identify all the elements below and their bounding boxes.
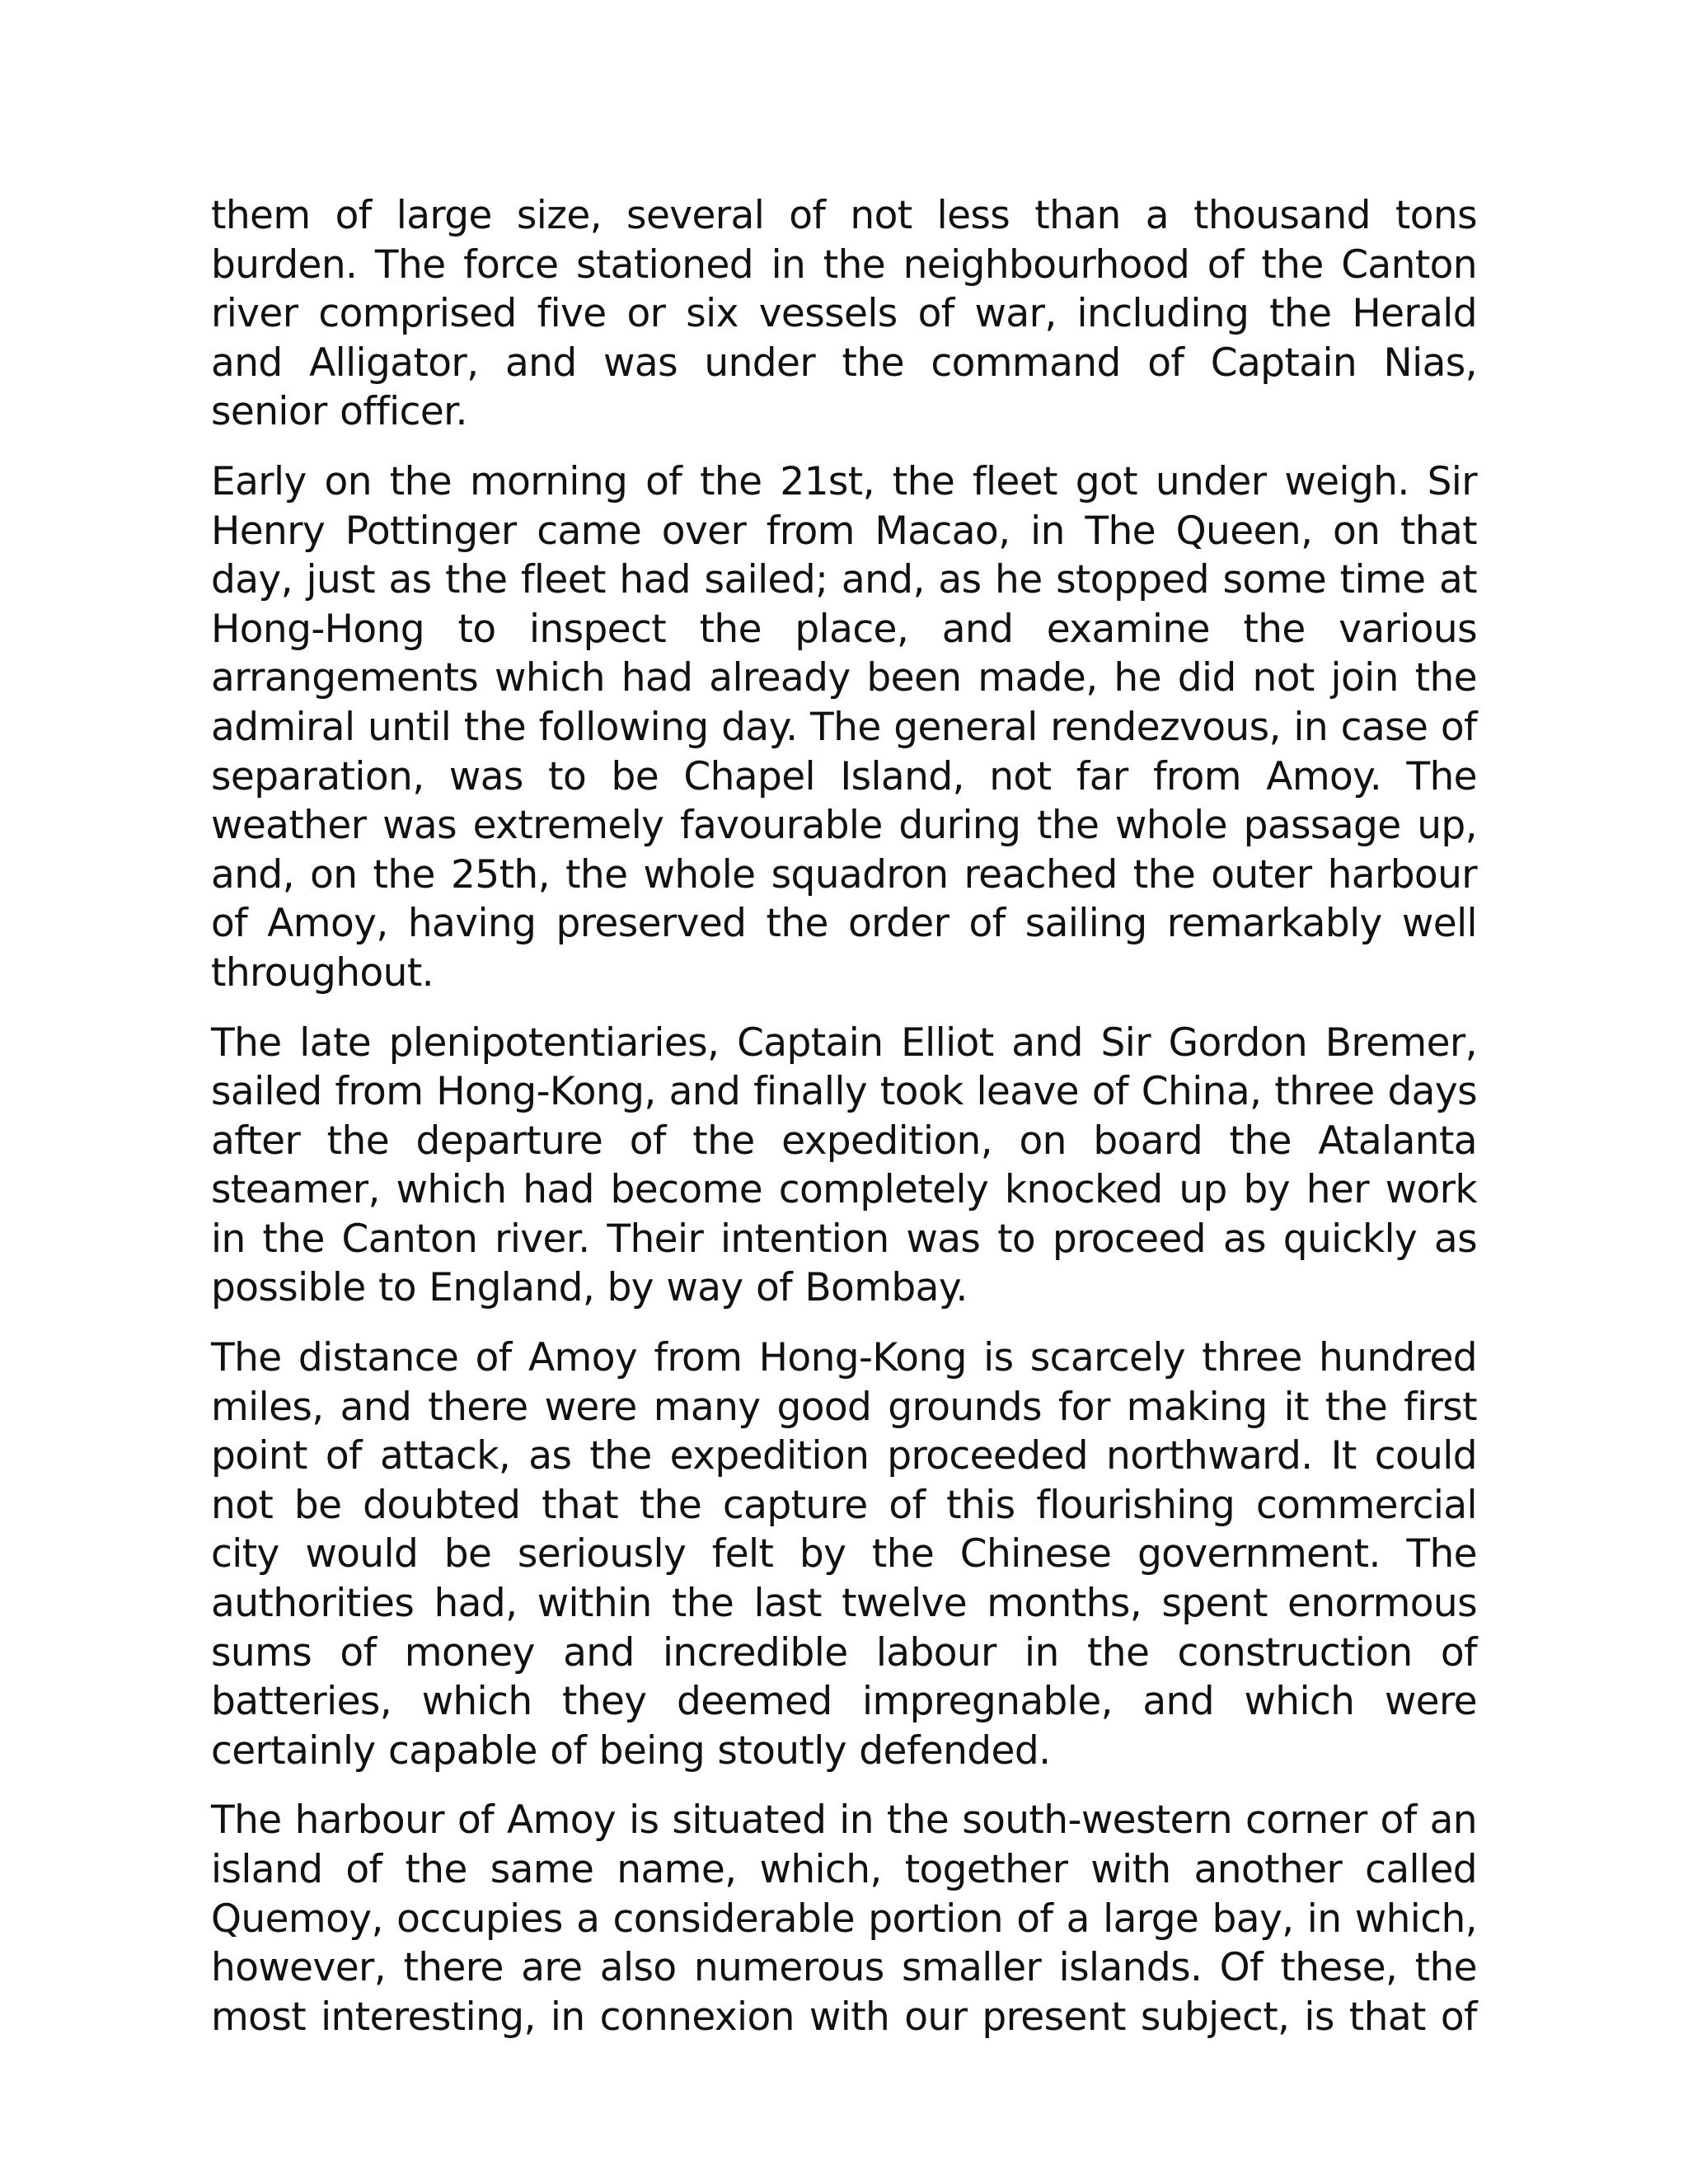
page-body <box>211 191 1477 2062</box>
paragraph: The harbour of Amoy is situated in the south-western corner of an island of the same name, which, together with another called Quemoy, occupies a considerable portion of a large bay, in which, however, there are also numerous smaller islands. Of these, the most interesting, in connexion with our present subject, is that of <box>211 1797 1477 2040</box>
paragraph: The distance of Amoy from Hong-Kong is scarcely three hundred miles, and there were many good grounds for making it the first point of attack, as the expedition proceeded northward. It could not be doubted that the capture of this flourishing commercial city would be seriously felt by the Chinese government. The authorities had, within the last twelve months, spent enormous sums of money and incredible labour in the construction of batteries, which they deemed impregnable, and which were certainly capable of being stoutly defended. <box>211 1335 1477 1774</box>
paragraph: Early on the morning of the 21st, the fleet got under weigh. Sir Henry Pottinger came over from Macao, in The Queen, on that day, just as the fleet had sailed; and, as he stopped some time at Hong-Hong to inspect the place, and examine the various arrangements which had already been made, he did not join the admiral until the following day. The general rendezvous, in case of separation, was to be Chapel Island, not far from Amoy. The weather was extremely favourable during the whole passage up, and, on the 25th, the whole squadron reached the outer harbour of Amoy, having preserved the order of sailing remarkably well throughout. <box>211 458 1477 996</box>
paragraph: them of large size, several of not less than a thousand tons burden. The force stationed in the neighbourhood of the Canton river comprised five or six vessels of war, including the Herald and Alligator, and was under the command of Captain Nias, senior officer. <box>211 193 1477 435</box>
paragraph: The late plenipotentiaries, Captain Elliot and Sir Gordon Bremer, sailed from Hong-Kong, and finally took leave of China, three days after the departure of the expedition, on board the Atalanta steamer, which had become completely knocked up by her work in the Canton river. Their intention was to proceed as quickly as possible to England, by way of Bombay. <box>211 1019 1477 1311</box>
